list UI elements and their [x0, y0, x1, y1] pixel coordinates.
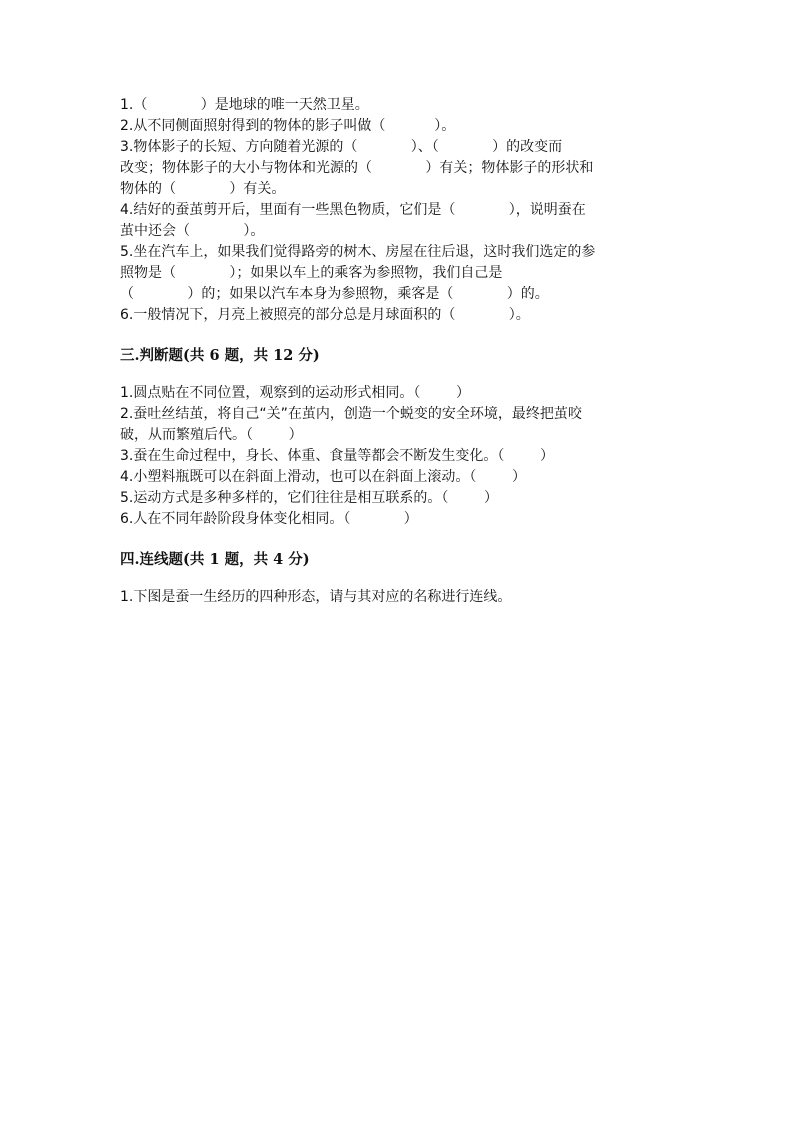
- worksheet-page: [120, 95, 680, 608]
- question-line: （ ）的；如果以汽车本身为参照物，乘客是（ ）的。: [120, 286, 549, 302]
- question-line: 4.小塑料瓶既可以在斜面上滑动，也可以在斜面上滚动。（ ）: [120, 469, 526, 485]
- match-section: [120, 549, 680, 608]
- question-line: 物体的（ ）有关。: [120, 181, 286, 197]
- question-line: 1.圆点贴在不同位置，观察到的运动形式相同。（ ）: [120, 385, 470, 401]
- question-line: 改变；物体影子的大小与物体和光源的（ ）有关；物体影子的形状和: [120, 160, 594, 176]
- question-line: 5.运动方式是多种多样的，它们往往是相互联系的。（ ）: [120, 490, 498, 506]
- judge-section: [120, 345, 680, 530]
- spacer: [120, 326, 680, 345]
- question-line: 5.坐在汽车上，如果我们觉得路旁的树木、房屋在往后退，这时我们选定的参: [120, 244, 596, 260]
- spacer: [120, 570, 680, 587]
- question-line: 茧中还会（ ）。: [120, 223, 265, 239]
- spacer: [120, 530, 680, 549]
- question-line: 2.从不同侧面照射得到的物体的影子叫做（ ）。: [120, 118, 456, 134]
- question-line: 1.下图是蚕一生经历的四种形态，请与其对应的名称进行连线。: [120, 589, 512, 605]
- question-line: 4.结好的蚕茧剪开后，里面有一些黑色物质，它们是（ ），说明蚕在: [120, 202, 586, 218]
- question-line: 照物是（ ）；如果以车上的乘客为参照物，我们自己是: [120, 265, 503, 281]
- question-line: 3.物体影子的长短、方向随着光源的（ ）、（ ）的改变而: [120, 139, 563, 155]
- question-line: 6.人在不同年龄阶段身体变化相同。（ ）: [120, 511, 418, 527]
- question-line: 6.一般情况下，月亮上被照亮的部分总是月球面积的（ ）。: [120, 307, 530, 323]
- section-heading: 四.连线题(共 1 题，共 4 分): [120, 551, 310, 568]
- spacer: [120, 366, 680, 383]
- section-heading: 三.判断题(共 6 题，共 12 分): [120, 347, 320, 364]
- question-line: 破，从而繁殖后代。（ ）: [120, 427, 303, 443]
- question-line: 2.蚕吐丝结茧，将自己“关”在茧内，创造一个蜕变的安全环境，最终把茧咬: [120, 406, 582, 422]
- fill-blank-section: [120, 95, 680, 326]
- question-line: 3.蚕在生命过程中，身长、体重、食量等都会不断发生变化。（ ）: [120, 448, 554, 464]
- question-line: 1.（ ）是地球的唯一天然卫星。: [120, 97, 369, 113]
